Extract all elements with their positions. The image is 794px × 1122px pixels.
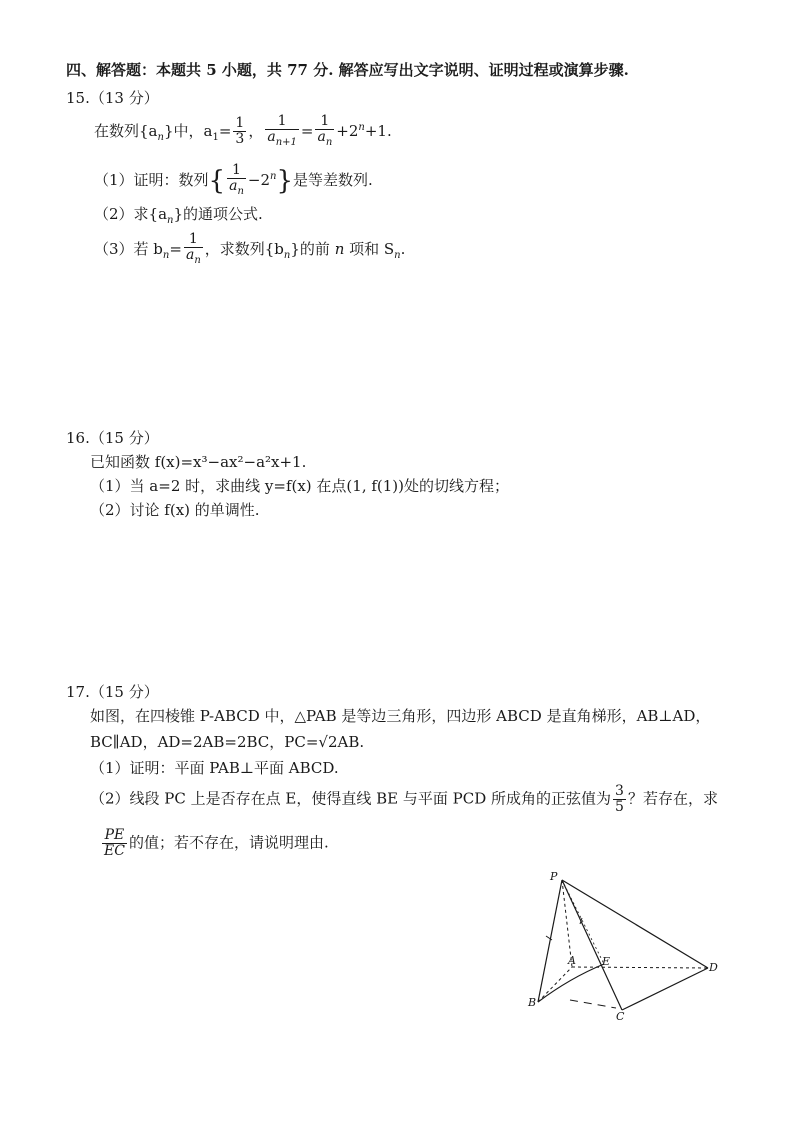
q15-comma: ， — [248, 121, 264, 140]
q17-header: 17.（15 分） — [66, 683, 159, 701]
q15-rec-tail: +2 — [336, 121, 359, 140]
edge-pd — [562, 880, 708, 968]
q15-part1: （1）证明：数列{ $\frac{1}{a_n}$ $-2^n$}是等差数列. — [94, 162, 373, 197]
q17-part1: （1）证明：平面 PAB⊥平面 ABCD. — [90, 759, 339, 777]
q15-eq: = — [218, 121, 232, 140]
q15-rhs-fraction: $\frac{1}{a_n}$ — [317, 113, 333, 148]
edge-cd — [622, 968, 708, 1010]
edge-ad — [572, 967, 708, 968]
label-b: B — [528, 996, 537, 1009]
edge-be — [538, 964, 604, 1002]
q16-stem: 已知函数 f(x)=x³−ax²−a²x+1. — [90, 453, 307, 471]
q17-stem-line1: 如图，在四棱锥 P-ABCD 中，△PAB 是等边三角形，四边形 ABCD 是直角梯形，AB⊥AD， — [90, 707, 711, 725]
q15-stem: 在数列$\{a_n\}$中，$a_1=$ $\frac{1}{3}$ ， $\frac{1}{a_{n+1}}$ = $\frac{1}{a_n}$ $+2^n+1$. — [94, 113, 392, 148]
q15-a1-fraction: $\frac{1}{3}$ — [235, 115, 245, 148]
section-heading: 四、解答题：本题共 5 小题，共 77 分. 解答应写出文字说明、证明过程或演算步骤. — [66, 61, 629, 79]
q15-part3: （3）若 $b_n=$ $\frac{1}{a_n}$ ，求数列$\{b_n\}$的前 n 项和 $S_n$. — [94, 231, 406, 266]
label-p: P — [550, 870, 558, 883]
edge-pb — [538, 880, 562, 1002]
q15-header: 15.（13 分） — [66, 89, 159, 107]
q15-part2: （2）求$\{a_n\}$的通项公式. — [94, 205, 263, 226]
label-e: E — [602, 955, 611, 968]
q16-header: 16.（15 分） — [66, 429, 159, 447]
edge-bc — [570, 1000, 616, 1008]
q16-part1: （1）当 a=2 时，求曲线 y=f(x) 在点(1, f(1))处的切线方程； — [90, 477, 510, 495]
edge-ab — [538, 967, 572, 1002]
label-a: A — [568, 954, 576, 967]
q15-rec-tail2: +1. — [364, 121, 392, 140]
q17-part2: （2）线段 PC 上是否存在点 E，使得直线 BE 与平面 PCD 所成角的正弦值为 $\frac{3}{5}$ ？若存在，求 — [90, 783, 718, 815]
q15-rec-fraction: $\frac{1}{a_{n+1}}$ — [267, 113, 297, 148]
edge-pc — [562, 880, 622, 1010]
q16-part2: （2）讨论 f(x) 的单调性. — [90, 501, 260, 519]
q15-stem-prefix: 在数列{a — [94, 121, 158, 140]
pyramid-figure — [520, 860, 730, 1020]
q17-stem-line2: BC∥AD，AD=2AB=2BC，PC=√2AB. — [90, 733, 365, 751]
label-d: D — [709, 961, 718, 974]
q17-part2-cont: $\frac{PE}{EC}$ 的值；若不存在，请说明理由. — [104, 827, 329, 859]
label-c: C — [616, 1010, 625, 1020]
q15-stem-mid: }中，a — [163, 121, 213, 140]
